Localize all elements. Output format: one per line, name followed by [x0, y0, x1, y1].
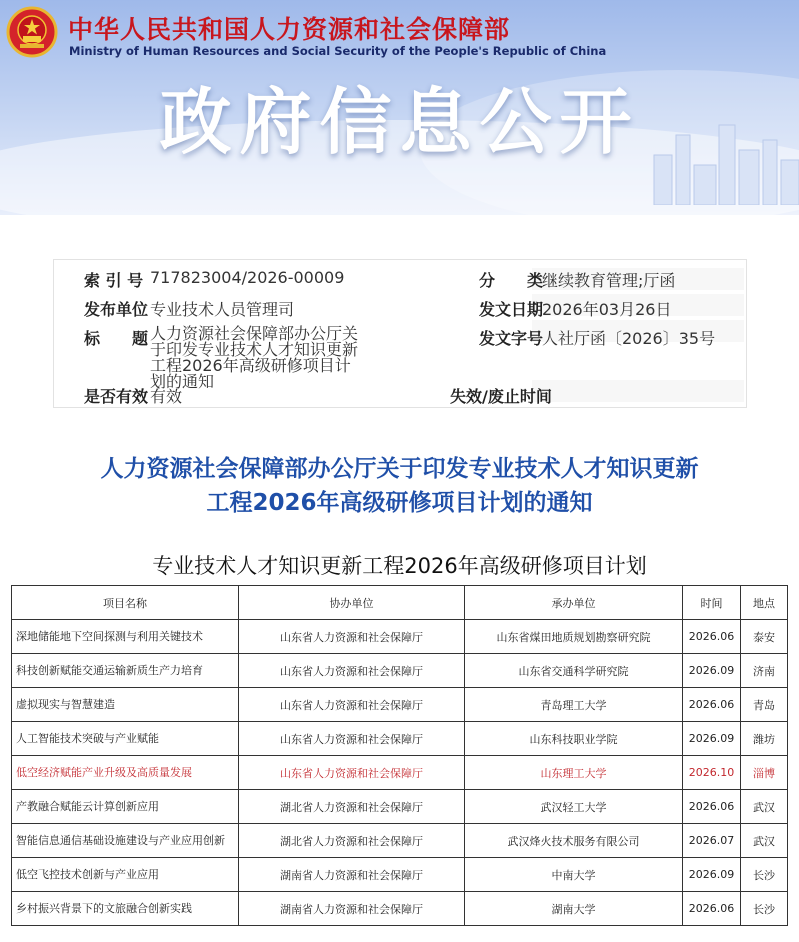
- column-header: 承办单位: [465, 586, 683, 620]
- co-organizer-cell: 湖北省人力资源和社会保障厅: [239, 824, 465, 858]
- category-label: 分 类: [479, 271, 544, 290]
- table-row: [12, 722, 788, 756]
- co-organizer-cell: 山东省人力资源和社会保障厅: [239, 654, 465, 688]
- category-value: 继续教育管理;厅函: [542, 271, 676, 290]
- expiry-label: 失效/废止时间: [450, 387, 552, 406]
- column-header: 地点: [741, 586, 788, 620]
- time-cell: 2026.09: [683, 654, 741, 688]
- valid-label: 是否有效: [84, 387, 149, 406]
- organizer-cell: 武汉烽火技术服务有限公司: [465, 824, 683, 858]
- organizer-cell: 青岛理工大学: [465, 688, 683, 722]
- document-title: [20, 452, 779, 520]
- location-cell: 淄博: [741, 756, 788, 790]
- project-name-cell: 低空经济赋能产业升级及高质量发展: [12, 756, 239, 790]
- table-title: 专业技术人才知识更新工程2026年高级研修项目计划: [152, 554, 647, 578]
- title-label: 标 题: [84, 329, 149, 348]
- national-emblem-icon: [6, 6, 58, 58]
- table-row: [12, 892, 788, 926]
- table-row: [12, 688, 788, 722]
- project-name-cell: 虚拟现实与智慧建造: [12, 688, 239, 722]
- project-name-cell: 人工智能技术突破与产业赋能: [12, 722, 239, 756]
- table-header-row: [12, 586, 788, 620]
- column-header: 时间: [683, 586, 741, 620]
- date-label: 发文日期: [479, 300, 544, 319]
- ministry-name-cn: 中华人民共和国人力资源和社会保障部: [68, 15, 511, 44]
- time-cell: 2026.06: [683, 790, 741, 824]
- time-cell: 2026.07: [683, 824, 741, 858]
- table-row: [12, 620, 788, 654]
- header-banner: [0, 0, 799, 215]
- time-cell: 2026.06: [683, 688, 741, 722]
- time-cell: 2026.06: [683, 892, 741, 926]
- title-value: 人力资源社会保障部办公厅关于印发专业技术人才知识更新工程2026年高级研修项目计划的通知: [150, 324, 359, 391]
- organizer-cell: 山东省交通科学研究院: [465, 654, 683, 688]
- document-metadata: [53, 259, 747, 408]
- table-row: [12, 824, 788, 858]
- co-organizer-cell: 山东省人力资源和社会保障厅: [239, 722, 465, 756]
- organizer-cell: 湖南大学: [465, 892, 683, 926]
- table-row: [12, 654, 788, 688]
- metadata-cell-bg: [532, 380, 744, 402]
- co-organizer-cell: 湖南省人力资源和社会保障厅: [239, 892, 465, 926]
- issuer-value: 专业技术人员管理司: [150, 300, 295, 319]
- index-value: 717823004/2026-00009: [150, 268, 345, 287]
- project-name-cell: 智能信息通信基础设施建设与产业应用创新: [12, 824, 239, 858]
- table-row: [12, 858, 788, 892]
- table-row: [12, 790, 788, 824]
- project-name-cell: 低空飞控技术创新与产业应用: [12, 858, 239, 892]
- co-organizer-cell: 山东省人力资源和社会保障厅: [239, 620, 465, 654]
- organizer-cell: 山东理工大学: [465, 756, 683, 790]
- co-organizer-cell: 湖南省人力资源和社会保障厅: [239, 858, 465, 892]
- organizer-cell: 山东科技职业学院: [465, 722, 683, 756]
- column-header: 协办单位: [239, 586, 465, 620]
- time-cell: 2026.09: [683, 722, 741, 756]
- time-cell: 2026.10: [683, 756, 741, 790]
- table-row: [12, 756, 788, 790]
- document-title-line: 人力资源社会保障部办公厅关于印发专业技术人才知识更新: [100, 456, 699, 482]
- document-title-line: 工程2026年高级研修项目计划的通知: [206, 490, 593, 516]
- location-cell: 济南: [741, 654, 788, 688]
- location-cell: 武汉: [741, 824, 788, 858]
- project-name-cell: 乡村振兴背景下的文旅融合创新实践: [12, 892, 239, 926]
- plan-table: [11, 585, 788, 926]
- organizer-cell: 武汉轻工大学: [465, 790, 683, 824]
- location-cell: 长沙: [741, 858, 788, 892]
- issuer-label: 发布单位: [84, 300, 149, 319]
- organizer-cell: 中南大学: [465, 858, 683, 892]
- time-cell: 2026.06: [683, 620, 741, 654]
- organizer-cell: 山东省煤田地质规划勘察研究院: [465, 620, 683, 654]
- ministry-name-en: Ministry of Human Resources and Social Security of the People's Republic of China: [69, 44, 607, 58]
- location-cell: 青岛: [741, 688, 788, 722]
- co-organizer-cell: 山东省人力资源和社会保障厅: [239, 756, 465, 790]
- co-organizer-cell: 山东省人力资源和社会保障厅: [239, 688, 465, 722]
- co-organizer-cell: 湖北省人力资源和社会保障厅: [239, 790, 465, 824]
- valid-value: 有效: [150, 387, 183, 406]
- project-name-cell: 科技创新赋能交通运输新质生产力培育: [12, 654, 239, 688]
- docno-label: 发文字号: [479, 329, 544, 348]
- location-cell: 长沙: [741, 892, 788, 926]
- time-cell: 2026.09: [683, 858, 741, 892]
- project-name-cell: 深地储能地下空间探测与利用关键技术: [12, 620, 239, 654]
- index-label: 索 引 号: [84, 271, 144, 290]
- location-cell: 武汉: [741, 790, 788, 824]
- date-value: 2026年03月26日: [542, 300, 672, 319]
- project-name-cell: 产教融合赋能云计算创新应用: [12, 790, 239, 824]
- location-cell: 泰安: [741, 620, 788, 654]
- docno-value: 人社厅函〔2026〕35号: [542, 329, 716, 348]
- column-header: 项目名称: [12, 586, 239, 620]
- location-cell: 潍坊: [741, 722, 788, 756]
- banner-title: 政府信息公开: [159, 80, 640, 164]
